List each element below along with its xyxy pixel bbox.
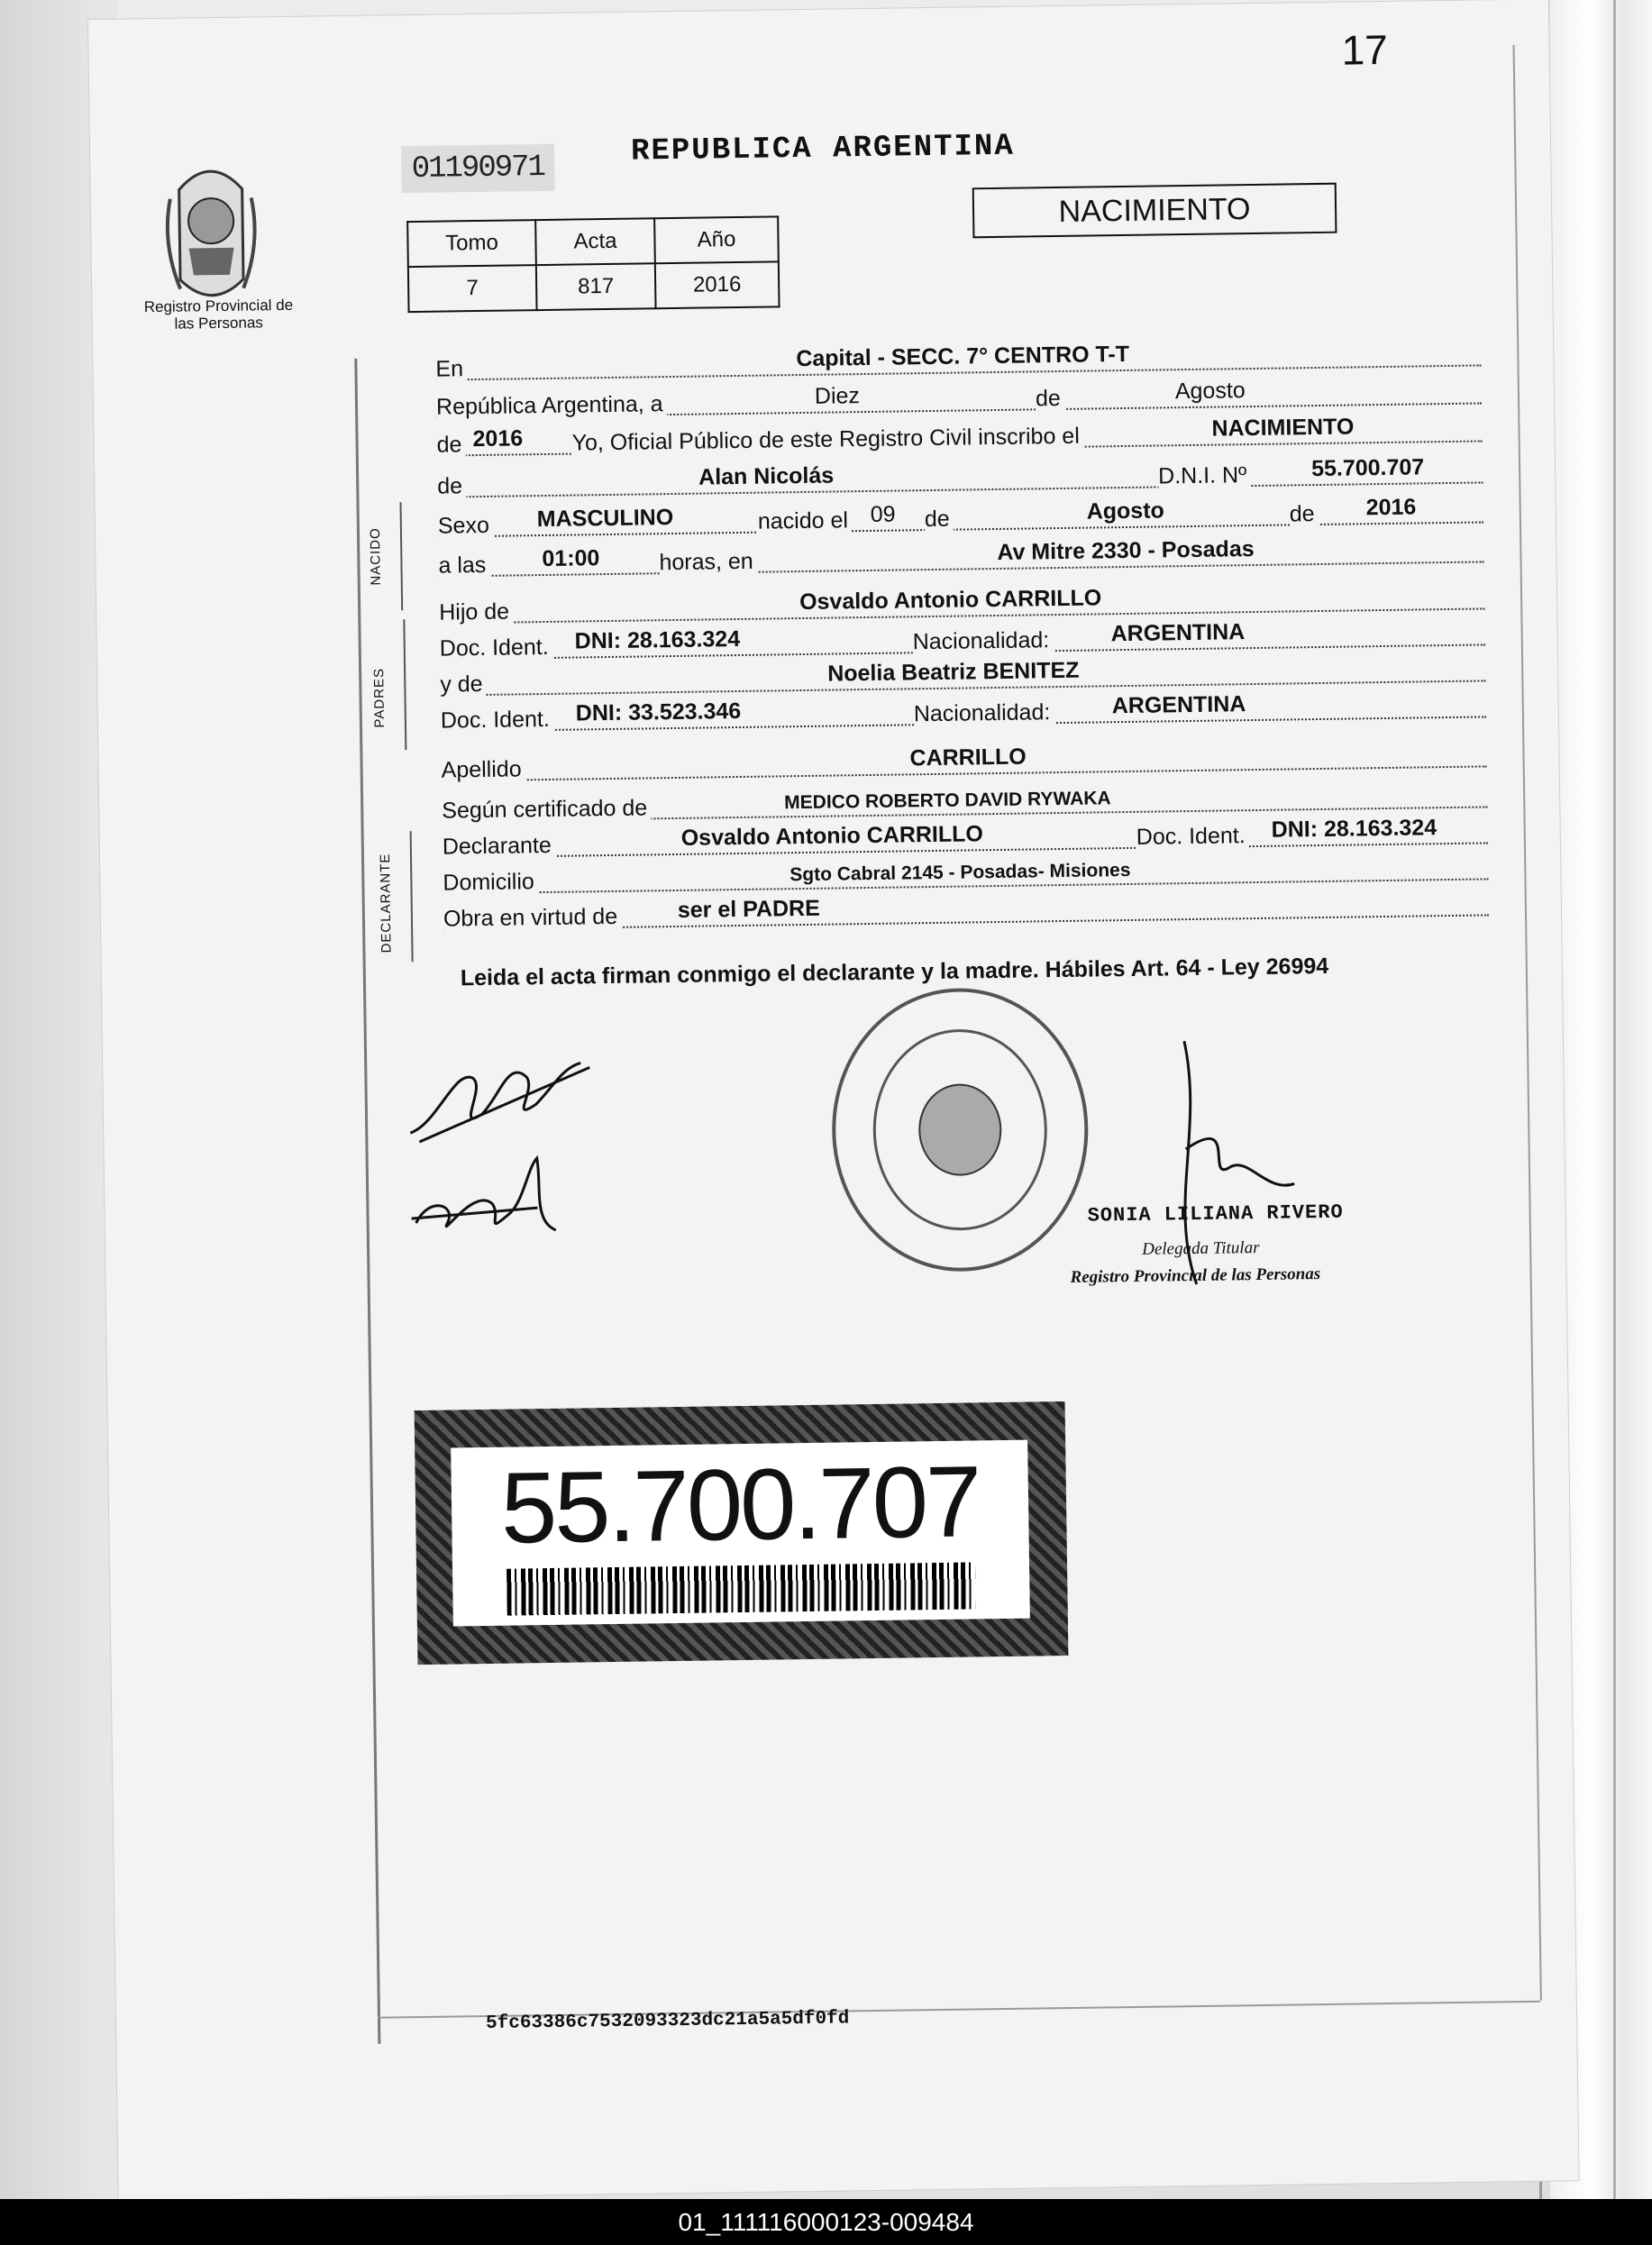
mother-signature-icon [402, 1148, 584, 1259]
page-number: 17 [1341, 25, 1389, 74]
domicilio-label: Domicilio [443, 869, 538, 896]
y-de-label: y de [440, 671, 487, 698]
section-padres: PADRES [371, 667, 388, 728]
birth-certificate-page [88, 0, 1579, 2201]
hijo-label: Hijo de [439, 598, 513, 625]
nacionalidad-label: Nacionalidad: [913, 627, 1054, 655]
sticker-number: 55.700.707 [499, 1445, 981, 1565]
province-emblem-icon [151, 152, 271, 316]
mother-name: Noelia Beatriz BENITEZ [827, 657, 1080, 687]
father-name: Osvaldo Antonio CARRILLO [799, 585, 1102, 616]
mother-dni: DNI: 33.523.346 [575, 698, 742, 726]
certificate-value: MEDICO ROBERTO DAVID RYWAKA [784, 788, 1111, 814]
tomo-header: Tomo [407, 220, 536, 267]
acta-header: Acta [535, 218, 655, 265]
birth-month: Agosto [1086, 497, 1165, 525]
nacionalidad-label-2: Nacionalidad: [914, 699, 1054, 727]
birth-place: Av Mitre 2330 - Posadas [997, 535, 1255, 565]
section-declarante: DECLARANTE [377, 853, 395, 954]
birth-day: 09 [870, 501, 896, 527]
de-label-2: de [436, 432, 465, 458]
officer-institution: Registro Provincial de las Personas [1070, 1264, 1321, 1287]
inscription-value: NACIMIENTO [1211, 414, 1355, 442]
officer-role: Delegada Titular [1142, 1237, 1260, 1259]
closing-statement: Leida el acta firman conmigo el declarante y la madre. Hábiles Art. 64 - Ley 26994 [460, 953, 1329, 991]
dni-label: D.N.I. Nº [1158, 462, 1250, 489]
declarant-name: Osvaldo Antonio CARRILLO [680, 821, 984, 851]
right-margin-line [1513, 45, 1542, 2001]
child-name: Alan Nicolás [698, 462, 835, 490]
surname-value: CARRILLO [909, 744, 1027, 771]
country-title: REPUBLICA ARGENTINA [630, 129, 1016, 169]
doc-label-3: Doc. Ident. [1136, 823, 1249, 851]
apellido-label: Apellido [441, 756, 525, 783]
barcode [507, 1562, 976, 1615]
father-dni: DNI: 28.163.324 [574, 625, 741, 654]
ano-value: 2016 [655, 261, 780, 308]
section-bar [400, 502, 404, 610]
birth-year: 2016 [1365, 494, 1417, 521]
en-label: En [435, 356, 467, 382]
sexo-label: Sexo [438, 513, 493, 540]
section-bar [403, 619, 406, 750]
horas-label: horas, en [659, 549, 757, 577]
de-label-3: de [925, 506, 954, 533]
declarante-label: Declarante [443, 833, 555, 861]
serial-number: 01190971 [401, 144, 555, 193]
office-value: Capital - SECC. 7° CENTRO T-T [796, 341, 1130, 372]
de-label: de [1036, 386, 1064, 412]
registry-label: Registro Provincial de las Personas [143, 296, 294, 333]
id-sticker [415, 1401, 1069, 1665]
month-value: Agosto [1174, 378, 1246, 405]
id-sticker-label [451, 1440, 1030, 1627]
official-text: Yo, Oficial Público de este Registro Civil inscribo el [571, 424, 1083, 457]
birth-time: 01:00 [542, 545, 600, 572]
document-type-box: NACIMIENTO [972, 183, 1337, 239]
file-id-footer: 01_111116000123-009484 [0, 2199, 1652, 2245]
a-las-label: a las [438, 552, 489, 580]
page-edge-line [1613, 0, 1616, 2199]
section-bar [410, 831, 414, 962]
left-margin-line [354, 359, 380, 2044]
republic-label: República Argentina, a [436, 391, 667, 421]
doc-label: Doc. Ident. [440, 634, 552, 662]
tomo-value: 7 [408, 265, 537, 312]
capacity-value: ser el PADRE [677, 895, 820, 923]
mother-nationality: ARGENTINA [1111, 691, 1246, 719]
de-name-label: de [437, 473, 466, 499]
nacido-label: nacido el [758, 507, 852, 534]
declarant-signature-icon [400, 1049, 600, 1160]
record-table [406, 215, 780, 313]
certificado-label: Según certificado de [442, 795, 651, 824]
year-value: 2016 [472, 425, 524, 452]
father-nationality: ARGENTINA [1110, 619, 1246, 647]
ano-header: Año [654, 216, 779, 263]
doc-label-2: Doc. Ident. [441, 707, 553, 735]
section-nacido: NACIDO [367, 527, 384, 586]
de-label-4: de [1290, 501, 1319, 527]
officer-name: SONIA LILIANA RIVERO [1087, 1200, 1344, 1227]
document-hash: 5fc63386c7532093323dc21a5a5df0fd [485, 2008, 850, 2035]
official-seal-icon [823, 980, 1098, 1281]
declarant-dni: DNI: 28.163.324 [1271, 815, 1438, 843]
child-dni: 55.700.707 [1310, 454, 1425, 482]
day-value: Diez [814, 383, 861, 409]
sex-value: MASCULINO [536, 504, 674, 533]
obra-label: Obra en virtud de [443, 904, 622, 933]
address-value: Sgto Cabral 2145 - Posadas- Misiones [789, 859, 1131, 886]
acta-value: 817 [536, 263, 656, 310]
